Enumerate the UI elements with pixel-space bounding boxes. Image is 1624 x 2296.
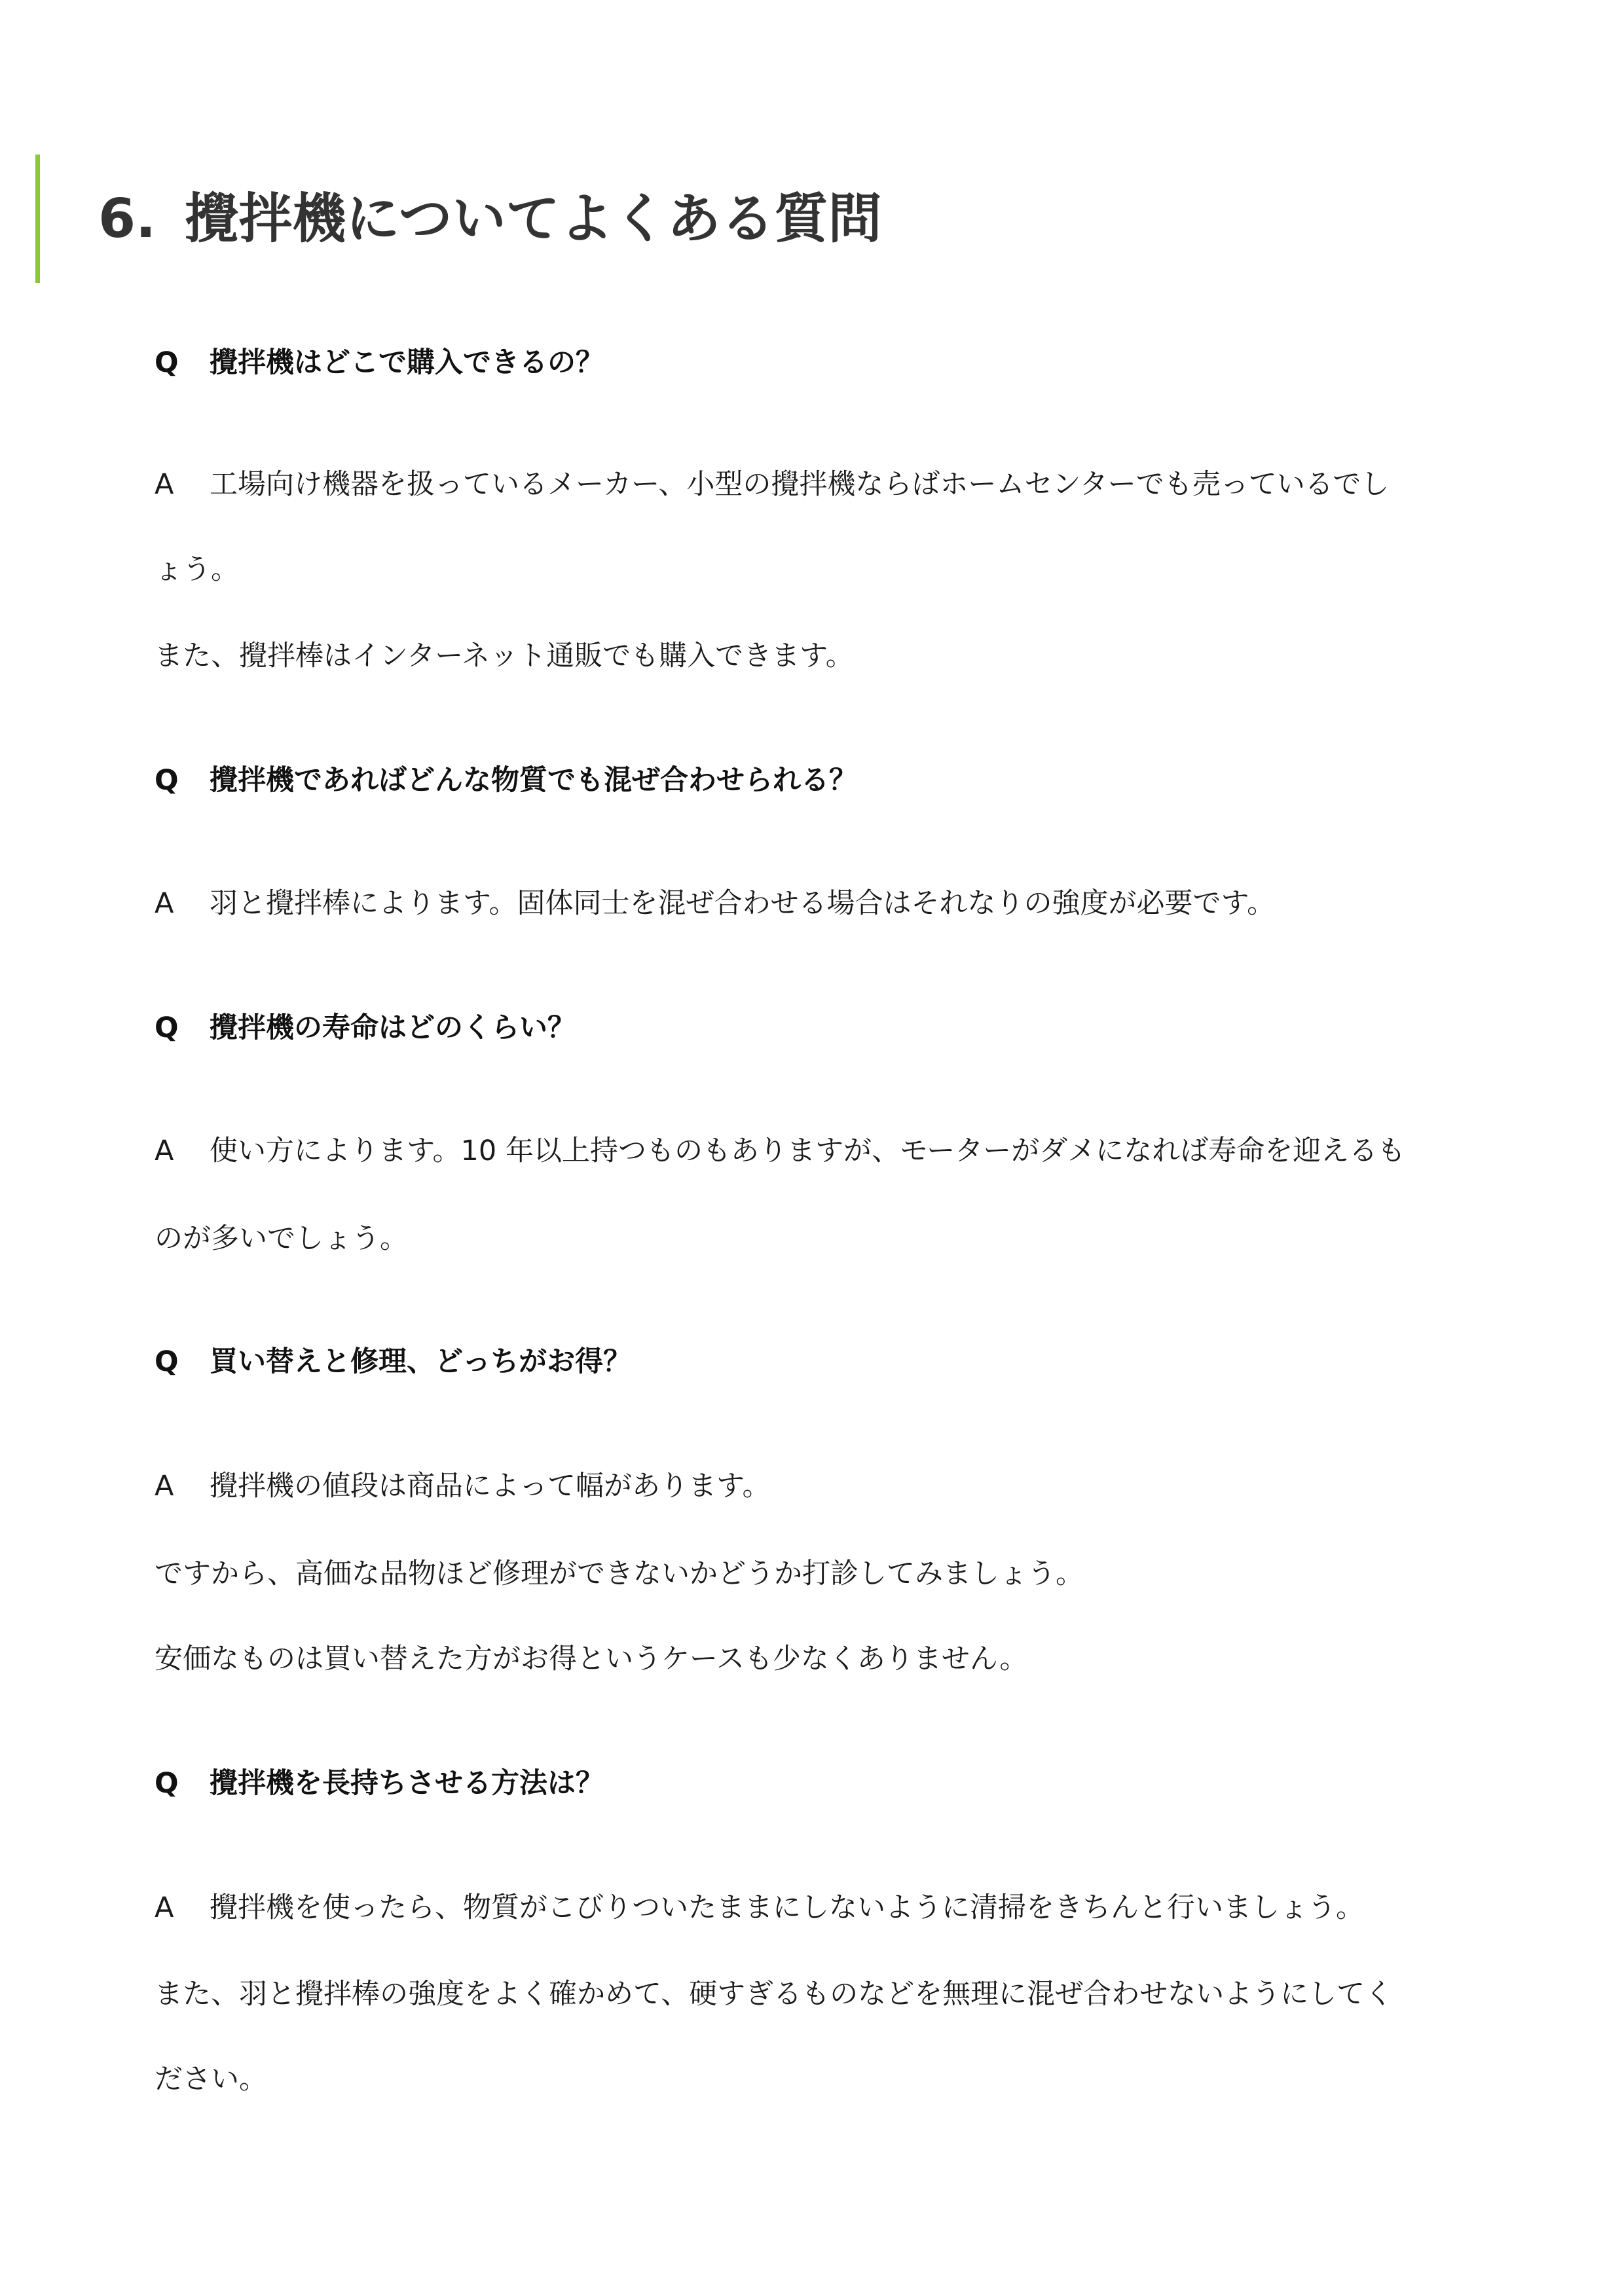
heading-accent-bar: [35, 155, 40, 283]
a-label: A: [155, 1891, 174, 1924]
faq-answer-5-line-1: [155, 1882, 1364, 1934]
section-number: 6.: [98, 188, 157, 250]
a-label: A: [155, 887, 174, 920]
q-label: Q: [155, 764, 179, 797]
a-label: A: [155, 468, 174, 501]
a-label: A: [155, 1135, 174, 1167]
a-label: A: [155, 1470, 174, 1503]
question-text: 買い替えと修理、どっちがお得？: [210, 1345, 632, 1378]
faq-answer-5-line-2: また、羽と攪拌棒の強度をよく確かめて、硬すぎるものなどを無理に混ぜ合わせないようにしてく: [155, 1978, 1393, 2011]
answer-text: 使い方によります。10 年以上持つものもありますが、モーターがダメになれば寿命を迎えるも: [210, 1135, 1406, 1167]
faq-answer-1-line-2: ょう。: [155, 553, 239, 586]
faq-answer-1-line-1: [155, 458, 1389, 511]
q-label: Q: [155, 1011, 179, 1044]
question-text: 攪拌機であればどんな物質でも混ぜ合わせられる？: [210, 764, 857, 797]
faq-answer-2-line-1: [155, 877, 1275, 930]
section-title: 攪拌機についてよくある質問: [185, 188, 882, 250]
faq-answer-5-line-3: ださい。: [155, 2063, 267, 2096]
faq-answer-3-line-1: [155, 1125, 1405, 1177]
q-label: Q: [155, 1767, 179, 1800]
faq-answer-4-line-3: 安価なものは買い替えた方がお得というケースも少なくありません。: [155, 1643, 1028, 1675]
faq-question-1: [155, 337, 604, 389]
answer-text: 羽と攪拌棒によります。固体同士を混ぜ合わせる場合はそれなりの強度が必要です。: [210, 887, 1276, 920]
question-text: 攪拌機はどこで購入できるの？: [210, 346, 604, 379]
faq-question-4: [155, 1336, 631, 1388]
q-label: Q: [155, 346, 179, 379]
question-text: 攪拌機の寿命はどのくらい？: [210, 1011, 576, 1044]
faq-answer-1-line-3: また、攪拌棒はインターネット通販でも購入できます。: [155, 640, 854, 672]
faq-question-3: [155, 1002, 576, 1054]
faq-answer-4-line-2: ですから、高価な品物ほど修理ができないかどうか打診してみましょう。: [155, 1558, 1084, 1590]
faq-question-2: [155, 754, 857, 807]
faq-answer-4-line-1: [155, 1460, 771, 1512]
faq-answer-3-line-2: のが多いでしょう。: [155, 1222, 408, 1255]
answer-text: 攪拌機を使ったら、物質がこびりついたままにしないように清掃をきちんと行いましょう。: [210, 1891, 1364, 1924]
q-label: Q: [155, 1345, 179, 1378]
faq-question-5: [155, 1757, 604, 1810]
answer-text: 工場向け機器を扱っているメーカー、小型の攪拌機ならばホームセンターでも売っているでし: [210, 468, 1390, 501]
section-heading: [98, 177, 882, 262]
answer-text: 攪拌機の値段は商品によって幅があります。: [210, 1470, 771, 1503]
question-text: 攪拌機を長持ちさせる方法は？: [210, 1767, 604, 1800]
